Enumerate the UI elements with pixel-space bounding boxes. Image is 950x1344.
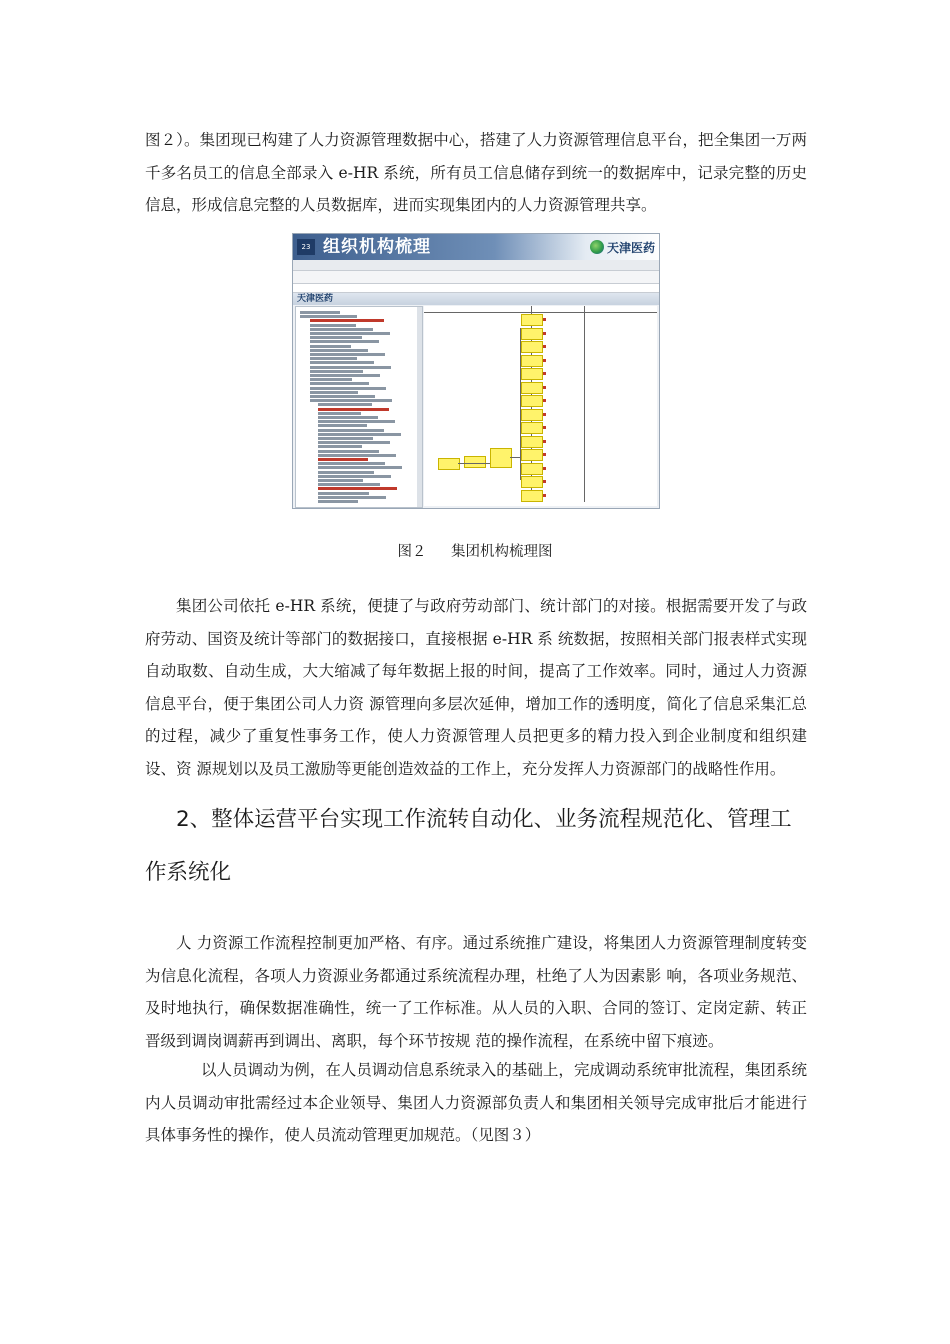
tree-row [310,353,385,356]
tree-row [318,437,373,440]
tree-row [310,387,386,390]
tree-row [318,454,396,457]
org-node [438,458,460,470]
tree-row [300,315,357,318]
paragraph-transfer-example: 以人员调动为例，在人员调动信息系统录入的基础上，完成调动系统审批流程，集团系统内人员调动审批需经过本企业领导、集团人力资源部负责人和集团相关领导完成审批后才能进行具体事务性的操作，使人员流动管理更加规范。（见图３） [145,1061,807,1144]
org-node [521,476,543,488]
node-marker [543,359,546,362]
node-marker [543,426,546,429]
tree-row [318,487,397,490]
browser-address-bar [293,284,659,293]
tree-row [310,361,374,364]
org-node [521,409,543,421]
caption-text: 集团机构梳理图 [451,544,553,560]
tree-row [310,319,384,322]
figure-badge: 23 [297,239,315,255]
node-marker [543,332,546,335]
chart-divider-line [584,306,585,502]
logo-mark-icon [590,240,604,254]
tree-row [310,345,351,348]
node-marker [543,467,546,470]
org-node [521,449,543,461]
node-marker [543,372,546,375]
tree-row [310,378,352,381]
node-marker [543,386,546,389]
company-logo-text: 天津医药 [606,240,655,255]
tree-row [318,445,362,448]
connector-line [510,457,520,458]
node-marker [543,480,546,483]
node-marker [543,318,546,321]
tree-row [310,382,369,385]
connector-line [458,463,490,464]
tree-row [318,416,378,419]
tree-row [310,366,391,369]
tree-row [318,462,385,465]
org-node [521,328,543,340]
tree-row [310,336,362,339]
tree-row [310,357,357,360]
tree-row [318,408,389,411]
tree-row [318,424,367,427]
app-logo: 天津医药 [297,294,334,304]
tree-row [310,391,358,394]
tree-row [310,374,380,377]
paragraph-ehr-interface: 集团公司依托 e-HR 系统，便捷了与政府劳动部门、统计部门的对接。根据需要开发了与政府劳动、国资及统计等部门的数据接口，直接根据 e-HR 系 统数据，按照相关部门报表样式实现自动取数、自动生成，大大缩减了每年数据上报的时间，提高了工作效率。同时，通过人力资源信息平台，便于集团公司人力资 源管理向多层次延伸，增加工作的透明度，简化了信息采集汇总的过程，减少了重复性事务工作，使人力资源管理人员把更多的精力投入到企业制度和组织建设、资 源规划以及员工激励等更能创造效益的工作上，充分发挥人力资源部门的战略性作用。 [145,597,807,778]
tree-row [310,328,373,331]
tree-row [310,395,375,398]
paragraph-intro: 图２）。集团现已构建了人力资源管理数据中心，搭建了人力资源管理信息平台，把全集团一万两千多名员工的信息全部录入 e-HR 系统，所有员工信息储存到统一的数据库中，记录完整的历史信息，形成信息完整的人员数据库，进而实现集团内的人力资源管理共享。 [145,131,807,214]
tree-row [310,340,379,343]
chart-header-line [424,312,657,313]
figure-title: 组织机构梳理 [323,237,431,257]
org-node [490,448,512,468]
app-header [293,293,659,305]
tree-row [318,496,386,499]
org-node [521,490,543,502]
node-marker [543,453,546,456]
tree-row [318,466,402,469]
tree-row [310,332,390,335]
tree-row [318,483,380,486]
company-logo [590,237,655,257]
org-node [521,368,543,380]
tree-row [310,349,368,352]
tree-row [318,479,363,482]
node-marker [543,440,546,443]
caption-label: 图２ [397,544,427,560]
paragraph-workflow-control: 人 力资源工作流程控制更加严格、有序。通过系统推广建设，将集团人力资源管理制度转变为信息化流程，各项人力资源业务都通过系统流程办理，杜绝了人为因素影 响，各项业务规范、及时地执行，确保数据准确性，统一了工作标准。从人员的入职、合同的签订、定岗定薪、转正晋级到调岗调薪再到调出、离职，每个环节按规 范的操作流程，在系统中留下痕迹。 [145,934,807,1050]
org-node [521,382,543,394]
section-heading: 2、整体运营平台实现工作流转自动化、业务流程规范化、管理工作系统化 [145,807,792,885]
tree-row [318,412,361,415]
tree-row [318,433,401,436]
browser-menubar [293,260,659,271]
node-marker [543,413,546,416]
tree-row [318,492,369,495]
browser-toolbar [293,271,659,284]
org-node [521,341,543,353]
tree-row [318,441,390,444]
org-tree-panel [295,306,423,508]
org-node [521,436,543,448]
tree-row [300,311,340,314]
org-chart-panel [424,306,657,506]
tree-row [318,420,395,423]
node-marker [543,399,546,402]
tree-row [318,450,379,453]
node-marker [543,345,546,348]
org-node [521,463,543,475]
figure-caption [0,540,950,564]
tree-row [318,471,374,474]
org-node [521,314,543,326]
org-node [521,395,543,407]
tree-row [318,475,391,478]
org-node [521,422,543,434]
tree-row [318,403,372,406]
org-structure-figure [292,233,660,509]
tree-row [310,324,356,327]
tree-row [310,370,363,373]
node-marker [543,494,546,497]
org-node [521,355,543,367]
tree-row [318,429,384,432]
tree-row [318,500,358,503]
tree-row [318,458,368,461]
tree-row [310,399,392,402]
tree-scrollbar [417,307,422,507]
org-node [464,456,486,468]
